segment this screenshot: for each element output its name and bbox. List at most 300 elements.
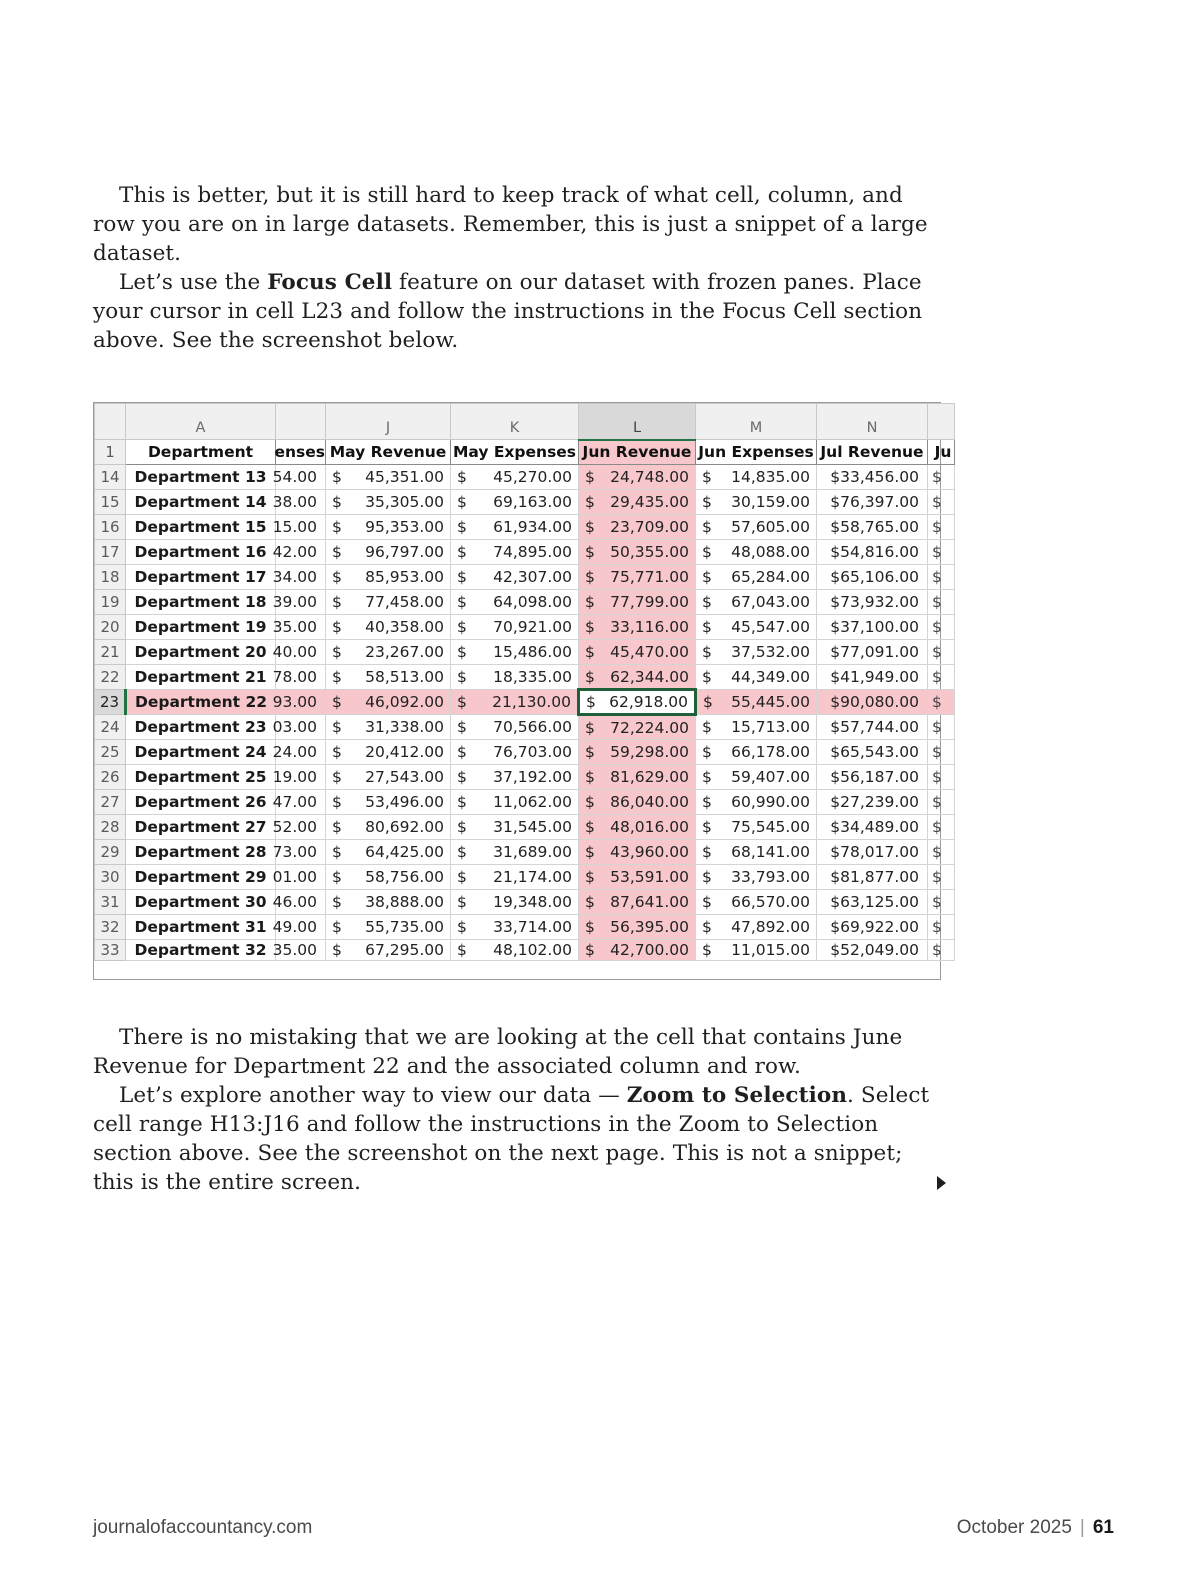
department-cell[interactable]: Department 24: [126, 740, 276, 765]
cell-clipped[interactable]: [928, 940, 955, 961]
dollar-sign: $: [932, 868, 942, 886]
department-cell[interactable]: Department 28: [126, 840, 276, 865]
dollar-sign: $: [332, 768, 342, 786]
row-number[interactable]: 15: [95, 490, 126, 515]
cell-value: 70,921.00: [493, 618, 572, 636]
currency-cell[interactable]: [326, 790, 451, 815]
column-header[interactable]: Jul Revenue: [817, 440, 928, 465]
cell-clipped[interactable]: [928, 690, 955, 715]
column-header[interactable]: May Revenue: [326, 440, 451, 465]
cell-clipped[interactable]: [928, 490, 955, 515]
row-number[interactable]: 22: [95, 665, 126, 690]
currency-cell[interactable]: [326, 665, 451, 690]
cell-clipped[interactable]: 24.00: [276, 740, 326, 765]
cell-clipped[interactable]: 35.00: [276, 615, 326, 640]
currency-cell[interactable]: [696, 515, 817, 540]
currency-cell[interactable]: [696, 740, 817, 765]
dollar-sign: $: [585, 618, 595, 636]
row-number[interactable]: 14: [95, 465, 126, 490]
cell-value: 43,960.00: [610, 843, 689, 861]
dollar-sign: $: [932, 543, 942, 561]
dollar-sign: $: [332, 468, 342, 486]
row-number[interactable]: 25: [95, 740, 126, 765]
currency-cell[interactable]: [326, 940, 451, 961]
cell-clipped[interactable]: 93.00: [276, 690, 326, 715]
cell-value: 42,307.00: [493, 568, 572, 586]
currency-cell[interactable]: $69,922.00: [817, 915, 928, 940]
currency-cell[interactable]: [696, 690, 817, 715]
row-number[interactable]: 32: [95, 915, 126, 940]
column-header[interactable]: Ju: [928, 440, 955, 465]
cell-clipped[interactable]: 34.00: [276, 565, 326, 590]
table-row: [95, 765, 955, 790]
department-cell[interactable]: Department 19: [126, 615, 276, 640]
dollar-sign: $: [702, 941, 712, 959]
currency-cell[interactable]: [451, 815, 579, 840]
row-number[interactable]: 31: [95, 890, 126, 915]
dollar-sign: $: [703, 693, 713, 711]
currency-cell[interactable]: [696, 815, 817, 840]
column-letter[interactable]: K: [451, 404, 579, 440]
cell-clipped[interactable]: 15.00: [276, 515, 326, 540]
dollar-sign: $: [332, 643, 342, 661]
row-number[interactable]: 21: [95, 640, 126, 665]
cell-clipped[interactable]: [928, 665, 955, 690]
currency-cell[interactable]: [326, 640, 451, 665]
column-letter[interactable]: J: [326, 404, 451, 440]
dollar-sign: $: [585, 918, 595, 936]
table-row: [95, 490, 955, 515]
department-cell[interactable]: Department 32: [126, 940, 276, 961]
department-cell[interactable]: Department 22: [126, 690, 276, 715]
cell-clipped[interactable]: [928, 790, 955, 815]
currency-cell[interactable]: [451, 615, 579, 640]
cell-clipped[interactable]: [928, 865, 955, 890]
currency-cell[interactable]: [326, 740, 451, 765]
column-header[interactable]: Department: [126, 440, 276, 465]
currency-cell[interactable]: $34,489.00: [817, 815, 928, 840]
cell-clipped[interactable]: 38.00: [276, 490, 326, 515]
cell-clipped[interactable]: [928, 740, 955, 765]
row-number: 1: [95, 440, 126, 465]
cell-clipped[interactable]: 39.00: [276, 590, 326, 615]
dollar-sign: $: [932, 468, 942, 486]
department-cell[interactable]: Department 14: [126, 490, 276, 515]
dollar-sign: $: [457, 668, 467, 686]
dollar-sign: $: [932, 568, 942, 586]
currency-cell[interactable]: [579, 815, 696, 840]
cell-clipped[interactable]: 52.00: [276, 815, 326, 840]
currency-cell[interactable]: [451, 715, 579, 740]
currency-cell[interactable]: [696, 490, 817, 515]
cell-clipped[interactable]: 40.00: [276, 640, 326, 665]
cell-clipped[interactable]: [928, 915, 955, 940]
currency-cell[interactable]: [451, 765, 579, 790]
dollar-sign: $: [585, 941, 595, 959]
department-cell[interactable]: Department 26: [126, 790, 276, 815]
table-row: [95, 565, 955, 590]
dollar-sign: $: [332, 668, 342, 686]
currency-cell[interactable]: [696, 840, 817, 865]
cell-clipped[interactable]: 01.00: [276, 865, 326, 890]
dollar-sign: $: [457, 918, 467, 936]
currency-cell[interactable]: [326, 815, 451, 840]
footer-separator: |: [1079, 1517, 1085, 1538]
currency-cell[interactable]: [696, 715, 817, 740]
row-number[interactable]: 27: [95, 790, 126, 815]
header-row: [95, 440, 955, 465]
dollar-sign: $: [457, 893, 467, 911]
table-row: [95, 540, 955, 565]
dollar-sign: $: [932, 668, 942, 686]
cell-clipped[interactable]: 42.00: [276, 540, 326, 565]
cell-value: 20,412.00: [365, 743, 444, 761]
currency-cell[interactable]: [579, 790, 696, 815]
row-number[interactable]: 26: [95, 765, 126, 790]
table-row: [95, 640, 955, 665]
cell-value: 75,771.00: [610, 568, 689, 586]
cell-value: 33,714.00: [493, 918, 572, 936]
currency-cell[interactable]: [451, 940, 579, 961]
column-header[interactable]: Jun Expenses: [696, 440, 817, 465]
cell-clipped[interactable]: 49.00: [276, 915, 326, 940]
currency-cell[interactable]: [696, 465, 817, 490]
cell-value: 70,566.00: [493, 718, 572, 736]
column-header[interactable]: Jun Revenue: [579, 440, 696, 465]
currency-cell[interactable]: $37,100.00: [817, 615, 928, 640]
currency-cell[interactable]: [579, 915, 696, 940]
currency-cell[interactable]: [326, 465, 451, 490]
department-cell[interactable]: Department 29: [126, 865, 276, 890]
column-letter[interactable]: L: [579, 404, 696, 440]
department-cell[interactable]: Department 18: [126, 590, 276, 615]
cell-value: 30,159.00: [731, 493, 810, 511]
row-number[interactable]: 16: [95, 515, 126, 540]
currency-cell[interactable]: [696, 615, 817, 640]
currency-cell[interactable]: [451, 490, 579, 515]
currency-cell[interactable]: $65,106.00: [817, 565, 928, 590]
currency-cell[interactable]: [451, 890, 579, 915]
currency-cell[interactable]: [579, 615, 696, 640]
currency-cell[interactable]: [696, 890, 817, 915]
currency-cell[interactable]: $63,125.00: [817, 890, 928, 915]
currency-cell[interactable]: [696, 590, 817, 615]
row-number[interactable]: 20: [95, 615, 126, 640]
cell-value: 96,797.00: [365, 543, 444, 561]
cell-value: 18,335.00: [493, 668, 572, 686]
currency-cell[interactable]: [696, 540, 817, 565]
currency-cell[interactable]: [579, 540, 696, 565]
currency-cell[interactable]: $56,187.00: [817, 765, 928, 790]
currency-cell[interactable]: [696, 665, 817, 690]
dollar-sign: $: [457, 693, 467, 711]
currency-cell[interactable]: [451, 840, 579, 865]
row-number[interactable]: 18: [95, 565, 126, 590]
dollar-sign: $: [585, 818, 595, 836]
department-cell[interactable]: Department 15: [126, 515, 276, 540]
currency-cell[interactable]: [451, 540, 579, 565]
currency-cell[interactable]: [696, 640, 817, 665]
active-cell[interactable]: [579, 690, 696, 715]
currency-cell[interactable]: [579, 940, 696, 961]
currency-cell[interactable]: $27,239.00: [817, 790, 928, 815]
cell-value: 15,713.00: [731, 718, 810, 736]
dollar-sign: $: [932, 593, 942, 611]
department-cell[interactable]: Department 27: [126, 815, 276, 840]
currency-cell[interactable]: [326, 515, 451, 540]
row-number[interactable]: 19: [95, 590, 126, 615]
currency-cell[interactable]: [579, 515, 696, 540]
row-number[interactable]: 29: [95, 840, 126, 865]
row-number[interactable]: 33: [95, 940, 126, 961]
department-cell[interactable]: Department 30: [126, 890, 276, 915]
dollar-sign: $: [457, 618, 467, 636]
currency-cell[interactable]: [579, 840, 696, 865]
column-header[interactable]: enses: [276, 440, 326, 465]
currency-cell[interactable]: [579, 490, 696, 515]
currency-cell[interactable]: [579, 640, 696, 665]
cell-value: 64,425.00: [365, 843, 444, 861]
currency-cell[interactable]: [326, 915, 451, 940]
cell-clipped[interactable]: [928, 515, 955, 540]
dollar-sign: $: [702, 543, 712, 561]
column-letter[interactable]: [276, 404, 326, 440]
department-cell[interactable]: Department 31: [126, 915, 276, 940]
dollar-sign: $: [332, 493, 342, 511]
dollar-sign: $: [702, 643, 712, 661]
currency-cell[interactable]: $73,932.00: [817, 590, 928, 615]
cell-value: 66,570.00: [731, 893, 810, 911]
dollar-sign: $: [457, 593, 467, 611]
cell-value: 23,709.00: [610, 518, 689, 536]
cell-clipped[interactable]: 54.00: [276, 465, 326, 490]
cell-clipped[interactable]: [928, 815, 955, 840]
dollar-sign: $: [585, 518, 595, 536]
currency-cell[interactable]: [326, 590, 451, 615]
cell-clipped[interactable]: [928, 640, 955, 665]
cell-clipped[interactable]: [928, 765, 955, 790]
cell-value: 59,407.00: [731, 768, 810, 786]
currency-cell[interactable]: [451, 865, 579, 890]
cell-value: 56,395.00: [610, 918, 689, 936]
table-row: [95, 690, 955, 715]
cell-clipped[interactable]: [928, 715, 955, 740]
cell-value: 29,435.00: [610, 493, 689, 511]
currency-cell[interactable]: [579, 665, 696, 690]
row-number[interactable]: 23: [95, 690, 126, 715]
department-cell[interactable]: Department 17: [126, 565, 276, 590]
currency-cell[interactable]: [579, 565, 696, 590]
currency-cell[interactable]: $58,765.00: [817, 515, 928, 540]
cell-clipped[interactable]: 03.00: [276, 715, 326, 740]
currency-cell[interactable]: [451, 915, 579, 940]
currency-cell[interactable]: [579, 590, 696, 615]
department-cell[interactable]: Department 25: [126, 765, 276, 790]
continue-arrow-icon: [937, 1176, 946, 1190]
paragraph-zoom-selection: Let’s explore another way to view our data — Zoom to Selection. Select cell range H13:J16 and follow the instructions in the Zoom to Selection section above. See the screenshot on the next page. This is not a snippet; this is the entire screen.: [93, 1083, 930, 1195]
cell-value: 53,496.00: [365, 793, 444, 811]
row-number[interactable]: 17: [95, 540, 126, 565]
currency-cell[interactable]: [326, 565, 451, 590]
dollar-sign: $: [332, 893, 342, 911]
cell-value: 48,102.00: [493, 941, 572, 959]
currency-cell[interactable]: [579, 765, 696, 790]
cell-value: 58,513.00: [365, 668, 444, 686]
dollar-sign: $: [585, 793, 595, 811]
dollar-sign: $: [332, 793, 342, 811]
dollar-sign: $: [702, 868, 712, 886]
currency-cell[interactable]: $78,017.00: [817, 840, 928, 865]
currency-cell[interactable]: $81,877.00: [817, 865, 928, 890]
table-row: [95, 865, 955, 890]
dollar-sign: $: [585, 568, 595, 586]
currency-cell[interactable]: [326, 840, 451, 865]
dollar-sign: $: [457, 941, 467, 959]
currency-cell[interactable]: [326, 615, 451, 640]
department-cell[interactable]: Department 13: [126, 465, 276, 490]
currency-cell[interactable]: [451, 665, 579, 690]
cell-clipped[interactable]: [928, 565, 955, 590]
dollar-sign: $: [585, 593, 595, 611]
cell-value: 46,092.00: [365, 693, 444, 711]
currency-cell[interactable]: [696, 790, 817, 815]
currency-cell[interactable]: [579, 865, 696, 890]
cell-clipped[interactable]: [928, 615, 955, 640]
dollar-sign: $: [702, 843, 712, 861]
cell-value: 62,344.00: [610, 667, 689, 686]
currency-cell[interactable]: [326, 490, 451, 515]
department-cell[interactable]: Department 21: [126, 665, 276, 690]
row-number[interactable]: 28: [95, 815, 126, 840]
table-row: [95, 890, 955, 915]
currency-cell[interactable]: [696, 565, 817, 590]
currency-cell[interactable]: $65,543.00: [817, 740, 928, 765]
column-letter[interactable]: A: [126, 404, 276, 440]
currency-cell[interactable]: $77,091.00: [817, 640, 928, 665]
dollar-sign: $: [702, 893, 712, 911]
cell-clipped[interactable]: [928, 465, 955, 490]
currency-cell[interactable]: [451, 690, 579, 715]
dollar-sign: $: [332, 543, 342, 561]
column-letter[interactable]: N: [817, 404, 928, 440]
cell-value: 72,224.00: [610, 718, 689, 737]
cell-clipped[interactable]: 35.00: [276, 940, 326, 961]
table-row: [95, 715, 955, 740]
dollar-sign: $: [586, 693, 596, 711]
dollar-sign: $: [702, 743, 712, 761]
cell-clipped[interactable]: 46.00: [276, 890, 326, 915]
currency-cell[interactable]: [579, 465, 696, 490]
currency-cell[interactable]: [451, 565, 579, 590]
dollar-sign: $: [332, 743, 342, 761]
currency-cell[interactable]: [696, 940, 817, 961]
cell-clipped[interactable]: [928, 890, 955, 915]
cell-value: 19,348.00: [493, 893, 572, 911]
cell-value: 48,016.00: [610, 818, 689, 836]
cell-value: 55,445.00: [731, 693, 810, 711]
currency-cell[interactable]: [696, 915, 817, 940]
dollar-sign: $: [585, 843, 595, 861]
cell-value: 67,295.00: [365, 941, 444, 959]
dollar-sign: $: [585, 493, 595, 511]
currency-cell[interactable]: [326, 765, 451, 790]
cell-value: 62,918.00: [609, 693, 688, 711]
currency-cell[interactable]: [326, 690, 451, 715]
currency-cell[interactable]: [326, 715, 451, 740]
currency-cell[interactable]: [451, 515, 579, 540]
cell-value: 31,338.00: [365, 718, 444, 736]
cell-value: 47,892.00: [731, 918, 810, 936]
currency-cell[interactable]: [451, 465, 579, 490]
dollar-sign: $: [702, 918, 712, 936]
currency-cell[interactable]: $54,816.00: [817, 540, 928, 565]
dollar-sign: $: [332, 618, 342, 636]
dollar-sign: $: [585, 718, 595, 737]
cell-clipped[interactable]: [928, 590, 955, 615]
currency-cell[interactable]: $57,744.00: [817, 715, 928, 740]
column-letter[interactable]: [928, 404, 955, 440]
paragraph-no-mistaking: There is no mistaking that we are looking at the cell that contains June Revenue for Department 22 and the associated column and row.: [93, 1025, 903, 1079]
footer-site[interactable]: journalofaccountancy.com: [93, 1517, 313, 1538]
dollar-sign: $: [457, 843, 467, 861]
currency-cell[interactable]: $76,397.00: [817, 490, 928, 515]
currency-cell[interactable]: [451, 790, 579, 815]
dollar-sign: $: [932, 843, 942, 861]
currency-cell[interactable]: [579, 715, 696, 740]
currency-cell[interactable]: [451, 640, 579, 665]
cell-value: 77,458.00: [365, 593, 444, 611]
cell-value: 60,990.00: [731, 793, 810, 811]
dollar-sign: $: [702, 718, 712, 736]
department-cell[interactable]: Department 23: [126, 715, 276, 740]
column-header[interactable]: May Expenses: [451, 440, 579, 465]
currency-cell[interactable]: $52,049.00: [817, 940, 928, 961]
currency-cell[interactable]: $90,080.00: [817, 690, 928, 715]
cell-value: 23,267.00: [365, 643, 444, 661]
dollar-sign: $: [457, 468, 467, 486]
column-letter[interactable]: M: [696, 404, 817, 440]
dollar-sign: $: [585, 893, 595, 911]
currency-cell[interactable]: $33,456.00: [817, 465, 928, 490]
dollar-sign: $: [932, 518, 942, 536]
currency-cell[interactable]: [326, 865, 451, 890]
cell-clipped[interactable]: 47.00: [276, 790, 326, 815]
dollar-sign: $: [702, 793, 712, 811]
currency-cell[interactable]: [579, 740, 696, 765]
currency-cell[interactable]: [579, 890, 696, 915]
currency-cell[interactable]: [451, 740, 579, 765]
currency-cell[interactable]: [451, 590, 579, 615]
cell-clipped[interactable]: 78.00: [276, 665, 326, 690]
currency-cell[interactable]: $41,949.00: [817, 665, 928, 690]
row-number[interactable]: 24: [95, 715, 126, 740]
cell-clipped[interactable]: 19.00: [276, 765, 326, 790]
currency-cell[interactable]: [696, 865, 817, 890]
department-cell[interactable]: Department 20: [126, 640, 276, 665]
department-cell[interactable]: Department 16: [126, 540, 276, 565]
cell-clipped[interactable]: [928, 840, 955, 865]
dollar-sign: $: [332, 693, 342, 711]
cell-value: 87,641.00: [610, 893, 689, 911]
row-number[interactable]: 30: [95, 865, 126, 890]
cell-clipped[interactable]: 73.00: [276, 840, 326, 865]
dollar-sign: $: [585, 543, 595, 561]
cell-clipped[interactable]: [928, 540, 955, 565]
currency-cell[interactable]: [326, 890, 451, 915]
cell-value: 66,178.00: [731, 743, 810, 761]
currency-cell[interactable]: [326, 540, 451, 565]
currency-cell[interactable]: [696, 765, 817, 790]
